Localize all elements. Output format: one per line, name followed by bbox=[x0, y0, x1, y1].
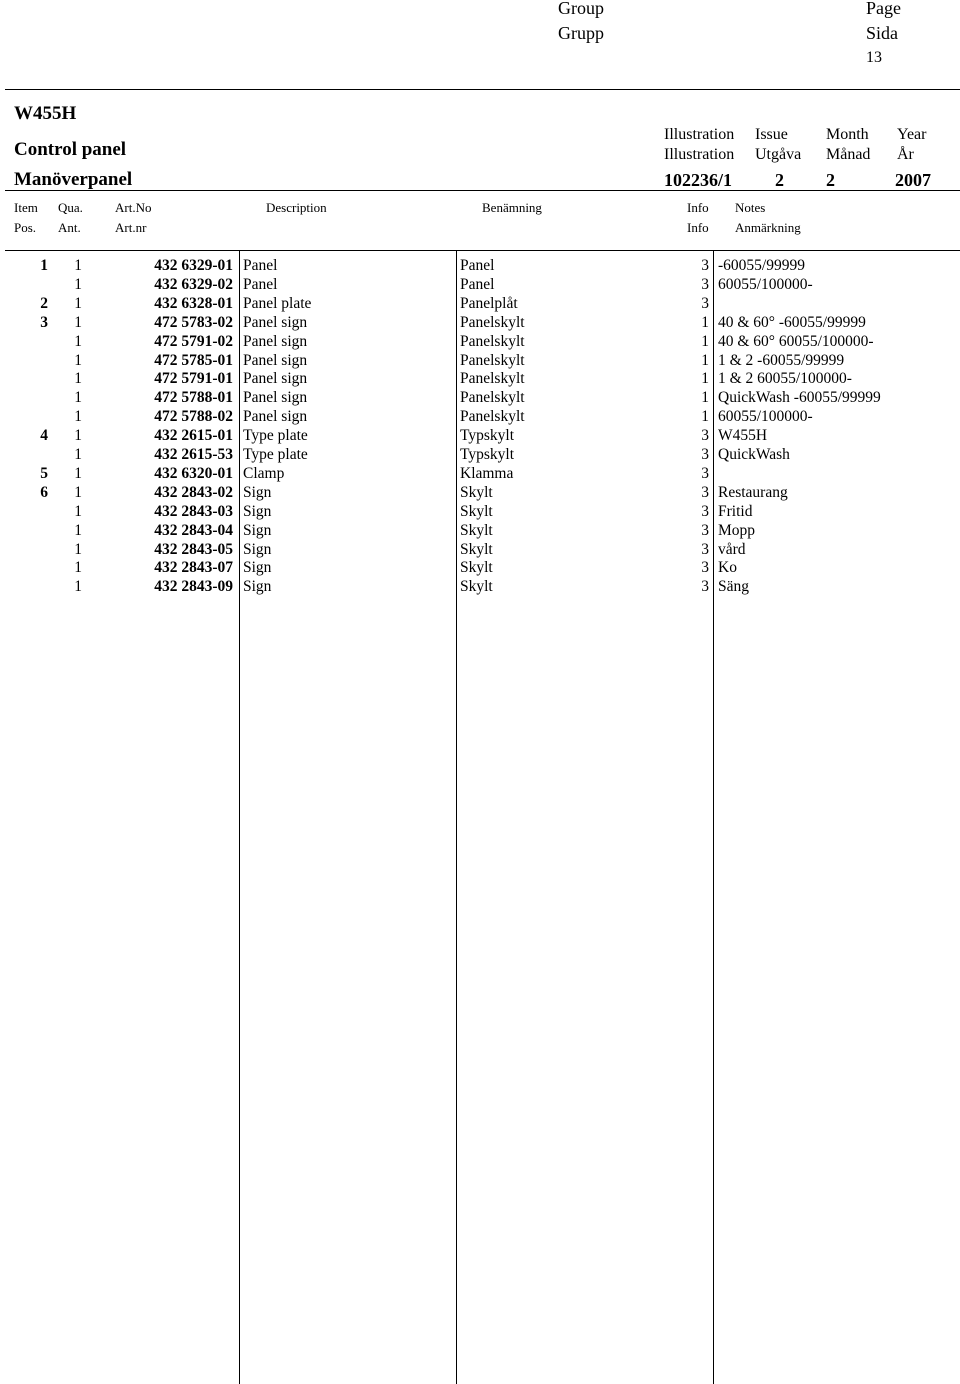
issue-label-sv: Utgåva bbox=[755, 146, 802, 163]
benamning-cell: Skylt bbox=[460, 502, 493, 520]
info-cell: 1 bbox=[701, 408, 709, 426]
description-cell: Panel sign bbox=[243, 332, 308, 350]
benamning-cell: Panelskylt bbox=[460, 351, 525, 369]
col-artno-en: Art.No bbox=[115, 200, 152, 215]
article-number-cell: 432 6320-01 bbox=[154, 464, 233, 482]
description-cell: Sign bbox=[243, 521, 272, 539]
article-number-cell: 432 2615-01 bbox=[154, 427, 233, 445]
info-cell: 3 bbox=[701, 521, 709, 539]
table-row bbox=[0, 427, 960, 446]
benamning-cell: Typskylt bbox=[460, 427, 515, 445]
benamning-cell: Panel bbox=[460, 275, 495, 293]
article-number-cell: 432 2615-53 bbox=[154, 446, 233, 463]
info-cell: 3 bbox=[701, 464, 709, 482]
notes-cell: 60055/100000- bbox=[718, 275, 813, 293]
benamning-cell: Panelskylt bbox=[460, 389, 525, 407]
page-label-sv: Sida bbox=[866, 23, 899, 43]
article-number-cell: 432 2843-05 bbox=[154, 540, 233, 558]
quantity-cell: 1 bbox=[74, 313, 82, 331]
benamning-cell: Skylt bbox=[460, 578, 493, 596]
table-row bbox=[0, 370, 960, 389]
description-cell: Panel sign bbox=[243, 389, 308, 407]
info-cell: 3 bbox=[701, 446, 709, 463]
notes-cell: Fritid bbox=[718, 502, 753, 520]
title-sv: Manöverpanel bbox=[14, 169, 133, 190]
table-row bbox=[0, 503, 960, 522]
info-cell: 1 bbox=[701, 332, 709, 350]
table-row bbox=[0, 295, 960, 314]
quantity-cell: 1 bbox=[74, 521, 82, 539]
year-value: 2007 bbox=[895, 170, 931, 190]
article-number-cell: 472 5788-01 bbox=[154, 389, 233, 407]
month-label-en: Month bbox=[826, 126, 869, 143]
table-row bbox=[0, 314, 960, 333]
notes-cell: Säng bbox=[718, 578, 749, 596]
benamning-cell: Panel bbox=[460, 257, 495, 274]
table-row bbox=[0, 541, 960, 560]
illustration-label-sv: Illustration bbox=[664, 146, 735, 163]
table-row bbox=[0, 276, 960, 295]
article-number-cell: 432 2843-04 bbox=[154, 521, 233, 539]
info-cell: 3 bbox=[701, 294, 709, 312]
notes-cell: Ko bbox=[718, 559, 737, 577]
description-cell: Sign bbox=[243, 559, 272, 577]
benamning-cell: Skylt bbox=[460, 540, 493, 558]
benamning-cell: Klamma bbox=[460, 464, 514, 482]
col-item-sv: Pos. bbox=[14, 220, 37, 235]
article-number-cell: 432 2843-02 bbox=[154, 483, 233, 501]
title-bottom-rule bbox=[5, 190, 960, 191]
notes-cell: 40 & 60° 60055/100000- bbox=[718, 332, 874, 350]
col-qua-en: Qua. bbox=[58, 200, 83, 215]
table-row bbox=[0, 578, 960, 597]
benamning-cell: Panelskylt bbox=[460, 313, 525, 331]
description-cell: Sign bbox=[243, 502, 272, 520]
description-cell: Type plate bbox=[243, 427, 308, 445]
quantity-cell: 1 bbox=[74, 540, 82, 558]
info-cell: 1 bbox=[701, 351, 709, 369]
description-cell: Panel sign bbox=[243, 370, 308, 388]
benamning-cell: Skylt bbox=[460, 559, 493, 577]
description-cell: Clamp bbox=[243, 464, 285, 482]
table-row bbox=[0, 465, 960, 484]
col-info-en: Info bbox=[687, 200, 709, 215]
quantity-cell: 1 bbox=[74, 351, 82, 369]
quantity-cell: 1 bbox=[74, 502, 82, 520]
year-label-en: Year bbox=[897, 126, 927, 143]
table-row bbox=[0, 559, 960, 578]
info-cell: 3 bbox=[701, 275, 709, 293]
month-value: 2 bbox=[826, 170, 835, 190]
notes-cell: -60055/99999 bbox=[718, 257, 805, 274]
col-qua-sv: Ant. bbox=[58, 220, 81, 235]
notes-cell: QuickWash -60055/99999 bbox=[718, 389, 881, 407]
description-cell: Type plate bbox=[243, 446, 308, 463]
info-cell: 1 bbox=[701, 389, 709, 407]
quantity-cell: 1 bbox=[74, 332, 82, 350]
table-row bbox=[0, 408, 960, 427]
group-label-en: Group bbox=[558, 0, 604, 18]
article-number-cell: 472 5788-02 bbox=[154, 408, 233, 426]
info-cell: 1 bbox=[701, 370, 709, 388]
article-number-cell: 472 5783-02 bbox=[154, 313, 233, 331]
info-cell: 1 bbox=[701, 313, 709, 331]
article-number-cell: 432 6329-02 bbox=[154, 275, 233, 293]
table-row bbox=[0, 484, 960, 503]
quantity-cell: 1 bbox=[74, 389, 82, 407]
benamning-cell: Skylt bbox=[460, 521, 493, 539]
issue-label-en: Issue bbox=[755, 126, 788, 143]
model-title: W455H bbox=[14, 103, 77, 124]
article-number-cell: 432 2843-03 bbox=[154, 502, 233, 520]
description-cell: Panel plate bbox=[243, 294, 312, 312]
title-en: Control panel bbox=[14, 139, 127, 160]
description-cell: Panel sign bbox=[243, 313, 308, 331]
quantity-cell: 1 bbox=[74, 559, 82, 577]
description-cell: Panel sign bbox=[243, 351, 308, 369]
notes-cell: 1 & 2 -60055/99999 bbox=[718, 351, 845, 369]
item-cell: 5 bbox=[40, 464, 48, 482]
table-row bbox=[0, 352, 960, 371]
article-number-cell: 472 5791-02 bbox=[154, 332, 233, 350]
quantity-cell: 1 bbox=[74, 408, 82, 426]
description-cell: Panel bbox=[243, 275, 278, 293]
item-cell: 3 bbox=[40, 313, 48, 331]
group-label-sv: Grupp bbox=[558, 23, 604, 43]
notes-cell: 60055/100000- bbox=[718, 408, 813, 426]
item-cell: 4 bbox=[40, 427, 48, 445]
quantity-cell: 1 bbox=[74, 275, 82, 293]
article-number-cell: 432 2843-09 bbox=[154, 578, 233, 596]
description-cell: Sign bbox=[243, 483, 272, 501]
description-cell: Sign bbox=[243, 578, 272, 596]
notes-cell: W455H bbox=[718, 427, 768, 445]
notes-cell: vård bbox=[718, 540, 746, 558]
notes-cell: QuickWash bbox=[718, 446, 790, 463]
notes-cell: 40 & 60° -60055/99999 bbox=[718, 313, 866, 331]
col-artno-sv: Art.nr bbox=[115, 220, 147, 235]
quantity-cell: 1 bbox=[74, 257, 82, 274]
columns-bottom-rule bbox=[5, 250, 960, 251]
info-cell: 3 bbox=[701, 578, 709, 596]
info-cell: 3 bbox=[701, 427, 709, 445]
info-cell: 3 bbox=[701, 502, 709, 520]
article-number-cell: 432 6329-01 bbox=[154, 257, 233, 274]
description-cell: Panel bbox=[243, 257, 278, 274]
quantity-cell: 1 bbox=[74, 370, 82, 388]
quantity-cell: 1 bbox=[74, 483, 82, 501]
quantity-cell: 1 bbox=[74, 464, 82, 482]
quantity-cell: 1 bbox=[74, 427, 82, 445]
page-number: 13 bbox=[866, 49, 882, 66]
description-cell: Panel sign bbox=[243, 408, 308, 426]
info-cell: 3 bbox=[701, 483, 709, 501]
col-notes-en: Notes bbox=[735, 200, 766, 215]
benamning-cell: Typskylt bbox=[460, 446, 515, 463]
info-cell: 3 bbox=[701, 559, 709, 577]
table-row bbox=[0, 522, 960, 541]
info-cell: 3 bbox=[701, 540, 709, 558]
col-benamning: Benämning bbox=[482, 200, 542, 215]
description-cell: Sign bbox=[243, 540, 272, 558]
article-number-cell: 472 5791-01 bbox=[154, 370, 233, 388]
quantity-cell: 1 bbox=[74, 578, 82, 596]
notes-cell: 1 & 2 60055/100000- bbox=[718, 370, 852, 388]
table-row bbox=[0, 333, 960, 352]
col-description-en: Description bbox=[266, 200, 327, 215]
benamning-cell: Skylt bbox=[460, 483, 493, 501]
quantity-cell: 1 bbox=[74, 446, 82, 463]
article-number-cell: 432 6328-01 bbox=[154, 294, 233, 312]
illustration-value: 102236/1 bbox=[664, 170, 733, 190]
illustration-label-en: Illustration bbox=[664, 126, 735, 143]
item-cell: 2 bbox=[40, 294, 48, 312]
benamning-cell: Panelskylt bbox=[460, 408, 525, 426]
benamning-cell: Panelskylt bbox=[460, 370, 525, 388]
month-label-sv: Månad bbox=[826, 146, 871, 163]
year-label-sv: År bbox=[897, 146, 914, 163]
quantity-cell: 1 bbox=[74, 294, 82, 312]
table-row bbox=[0, 446, 960, 465]
benamning-cell: Panelplåt bbox=[460, 294, 518, 312]
header-top-rule bbox=[5, 89, 960, 90]
table-row bbox=[0, 389, 960, 408]
info-cell: 3 bbox=[701, 257, 709, 274]
issue-value: 2 bbox=[775, 170, 784, 190]
article-number-cell: 472 5785-01 bbox=[154, 351, 233, 369]
page-label-en: Page bbox=[866, 0, 901, 18]
article-number-cell: 432 2843-07 bbox=[154, 559, 233, 577]
notes-cell: Mopp bbox=[718, 521, 756, 539]
table-row bbox=[0, 257, 960, 276]
item-cell: 1 bbox=[40, 257, 48, 274]
benamning-cell: Panelskylt bbox=[460, 332, 525, 350]
col-notes-sv: Anmärkning bbox=[735, 220, 801, 235]
notes-cell: Restaurang bbox=[718, 483, 788, 501]
item-cell: 6 bbox=[40, 483, 48, 501]
col-item-en: Item bbox=[14, 200, 38, 215]
col-info-sv: Info bbox=[687, 220, 709, 235]
